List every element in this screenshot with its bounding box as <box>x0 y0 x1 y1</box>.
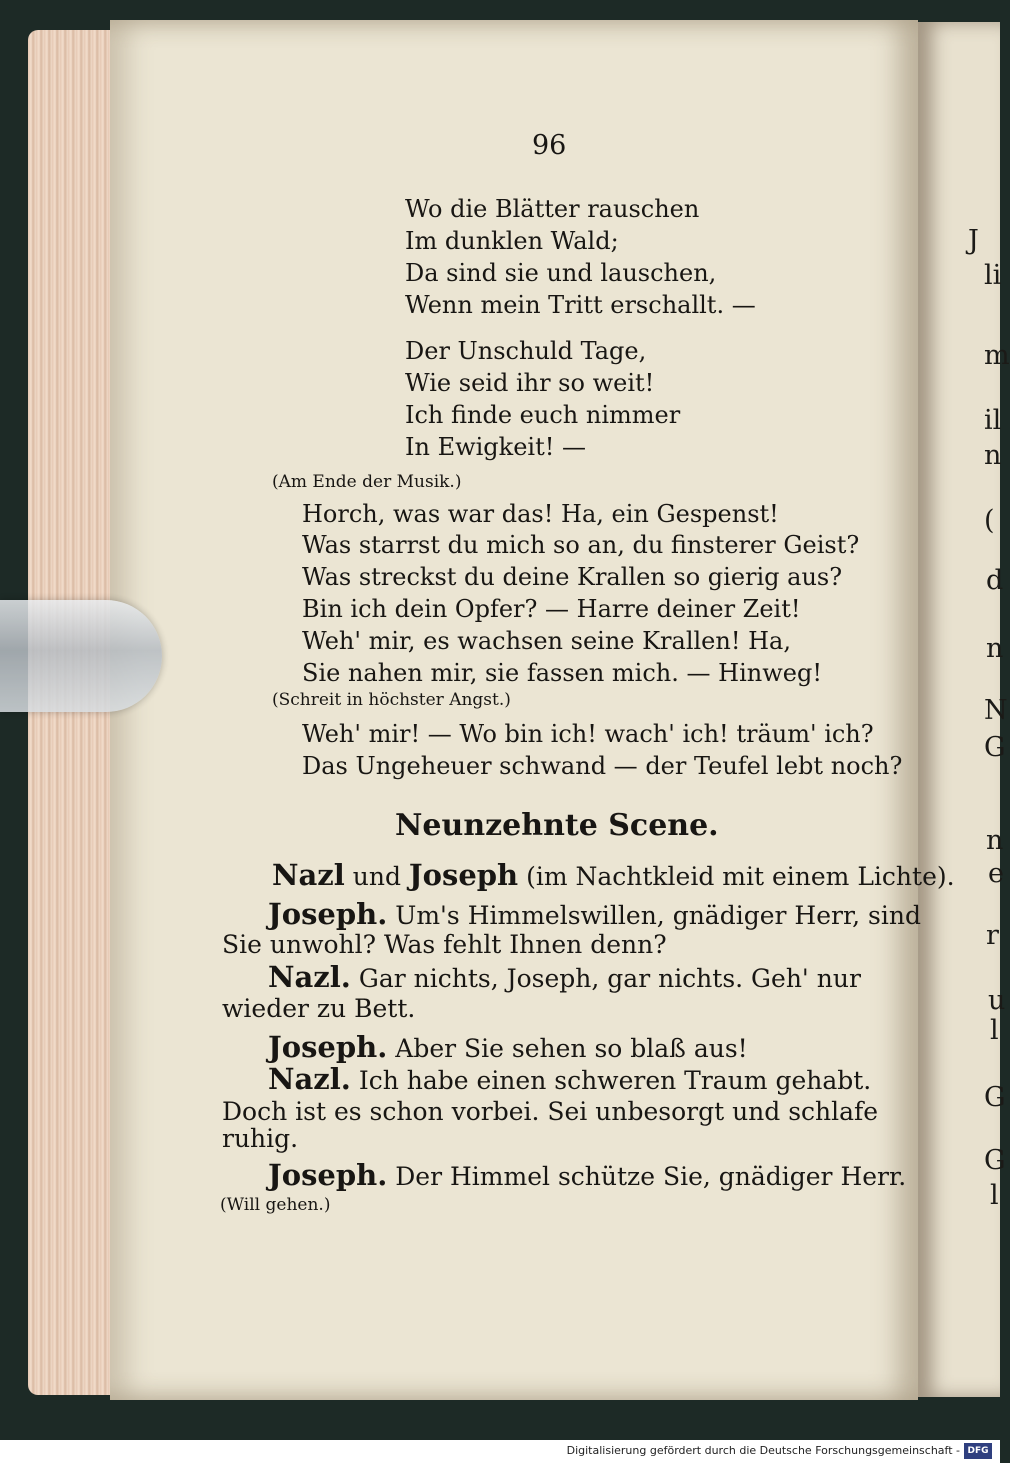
facing-page-glyph: r <box>986 920 999 951</box>
dialogue-line <box>268 1062 871 1096</box>
verse-line: Wo die Blätter rauschen <box>405 195 700 223</box>
facing-page-glyph: n <box>984 440 1002 471</box>
verse-line: In Ewigkeit! — <box>405 433 587 461</box>
scene-cast <box>272 858 955 892</box>
facing-page-glyph: n <box>986 825 1004 856</box>
speaker-name: Nazl. <box>268 960 351 994</box>
facing-page-glyph: n <box>986 633 1004 664</box>
dialogue-line <box>268 897 921 931</box>
page-number: 96 <box>532 130 567 161</box>
facing-page-glyph: m <box>984 340 1010 371</box>
dialogue-line <box>268 1030 748 1064</box>
dialogue-text: Um's Himmelswillen, gnädiger Herr, sind <box>395 901 921 930</box>
facing-page-glyph: ( <box>984 505 995 536</box>
dialogue-text: Gar nichts, Joseph, gar nichts. Geh' nur <box>358 964 861 993</box>
verse-line: Da sind sie und lauschen, <box>405 259 717 287</box>
speaker-name: Joseph. <box>268 1158 388 1192</box>
facing-page-glyph: J <box>968 225 979 256</box>
dialogue-text: Doch ist es schon vorbei. Sei unbesorgt und schlafe <box>222 1097 879 1126</box>
footer-bar <box>0 1440 1000 1463</box>
dialogue-line <box>268 960 861 994</box>
verse-line: Ich finde euch nimmer <box>405 401 681 429</box>
facing-page <box>918 22 1010 1397</box>
dialogue-text: Der Himmel schütze Sie, gnädiger Herr. <box>395 1162 907 1191</box>
facing-page-glyph: d <box>986 565 1004 596</box>
monologue-line: Was streckst du deine Krallen so gierig aus? <box>302 563 843 591</box>
monologue-line: Weh' mir, es wachsen seine Krallen! Ha, <box>302 627 791 655</box>
facing-page-glyph: li <box>984 260 1002 291</box>
monologue-line: Weh' mir! — Wo bin ich! wach' ich! träum' ich? <box>302 720 874 748</box>
monologue-line: Bin ich dein Opfer? — Harre deiner Zeit! <box>302 595 801 623</box>
speaker-name: Nazl. <box>268 1062 351 1096</box>
verse-line: Wenn mein Tritt erschallt. — <box>405 291 756 319</box>
monologue-line: Was starrst du mich so an, du finsterer Geist? <box>302 531 860 559</box>
cast-direction: (im Nachtkleid mit einem Lichte). <box>526 862 955 891</box>
dialogue-line <box>268 1158 906 1192</box>
facing-page-glyph: G <box>984 1082 1006 1113</box>
facing-page-glyph: e <box>988 858 1004 889</box>
verse-line: Wie seid ihr so weit! <box>405 369 655 397</box>
stage-direction: (Schreit in höchster Angst.) <box>272 690 511 710</box>
funding-credit: Digitalisierung gefördert durch die Deutsche Forschungsgemeinschaft - <box>566 1444 960 1457</box>
speaker-name: Joseph <box>408 858 519 892</box>
facing-page-glyph: G <box>984 1145 1006 1176</box>
dialogue-text: Ich habe einen schweren Traum gehabt. <box>358 1066 872 1095</box>
cast-connector: und <box>352 862 401 891</box>
monologue-line: Das Ungeheuer schwand — der Teufel lebt noch? <box>302 752 903 780</box>
monologue-line: Sie nahen mir, sie fassen mich. — Hinweg! <box>302 659 822 687</box>
facing-page-glyph: l <box>990 1015 999 1046</box>
facing-page-glyph: G <box>984 732 1006 763</box>
dialogue-text: Sie unwohl? Was fehlt Ihnen denn? <box>222 930 667 959</box>
dialogue-text: wieder zu Bett. <box>222 994 416 1023</box>
speaker-name: Nazl <box>272 858 345 892</box>
page-turn-handle[interactable] <box>0 600 162 712</box>
speaker-name: Joseph. <box>268 1030 388 1064</box>
scene-heading: Neunzehnte Scene. <box>395 808 719 843</box>
facing-page-glyph: il <box>984 405 1002 436</box>
dfg-logo[interactable]: DFG <box>964 1443 992 1459</box>
dialogue-text: Aber Sie sehen so blaß aus! <box>395 1034 748 1063</box>
facing-page-glyph: l <box>990 1180 999 1211</box>
stage-direction: (Will gehen.) <box>220 1195 331 1215</box>
stage-direction: (Am Ende der Musik.) <box>272 472 462 492</box>
facing-page-glyph: u <box>988 985 1006 1016</box>
monologue-line: Horch, was war das! Ha, ein Gespenst! <box>302 500 779 528</box>
verse-line: Der Unschuld Tage, <box>405 337 647 365</box>
dialogue-text: ruhig. <box>222 1124 299 1153</box>
speaker-name: Joseph. <box>268 897 388 931</box>
facing-page-glyph: N <box>984 695 1008 726</box>
verse-line: Im dunklen Wald; <box>405 227 619 255</box>
